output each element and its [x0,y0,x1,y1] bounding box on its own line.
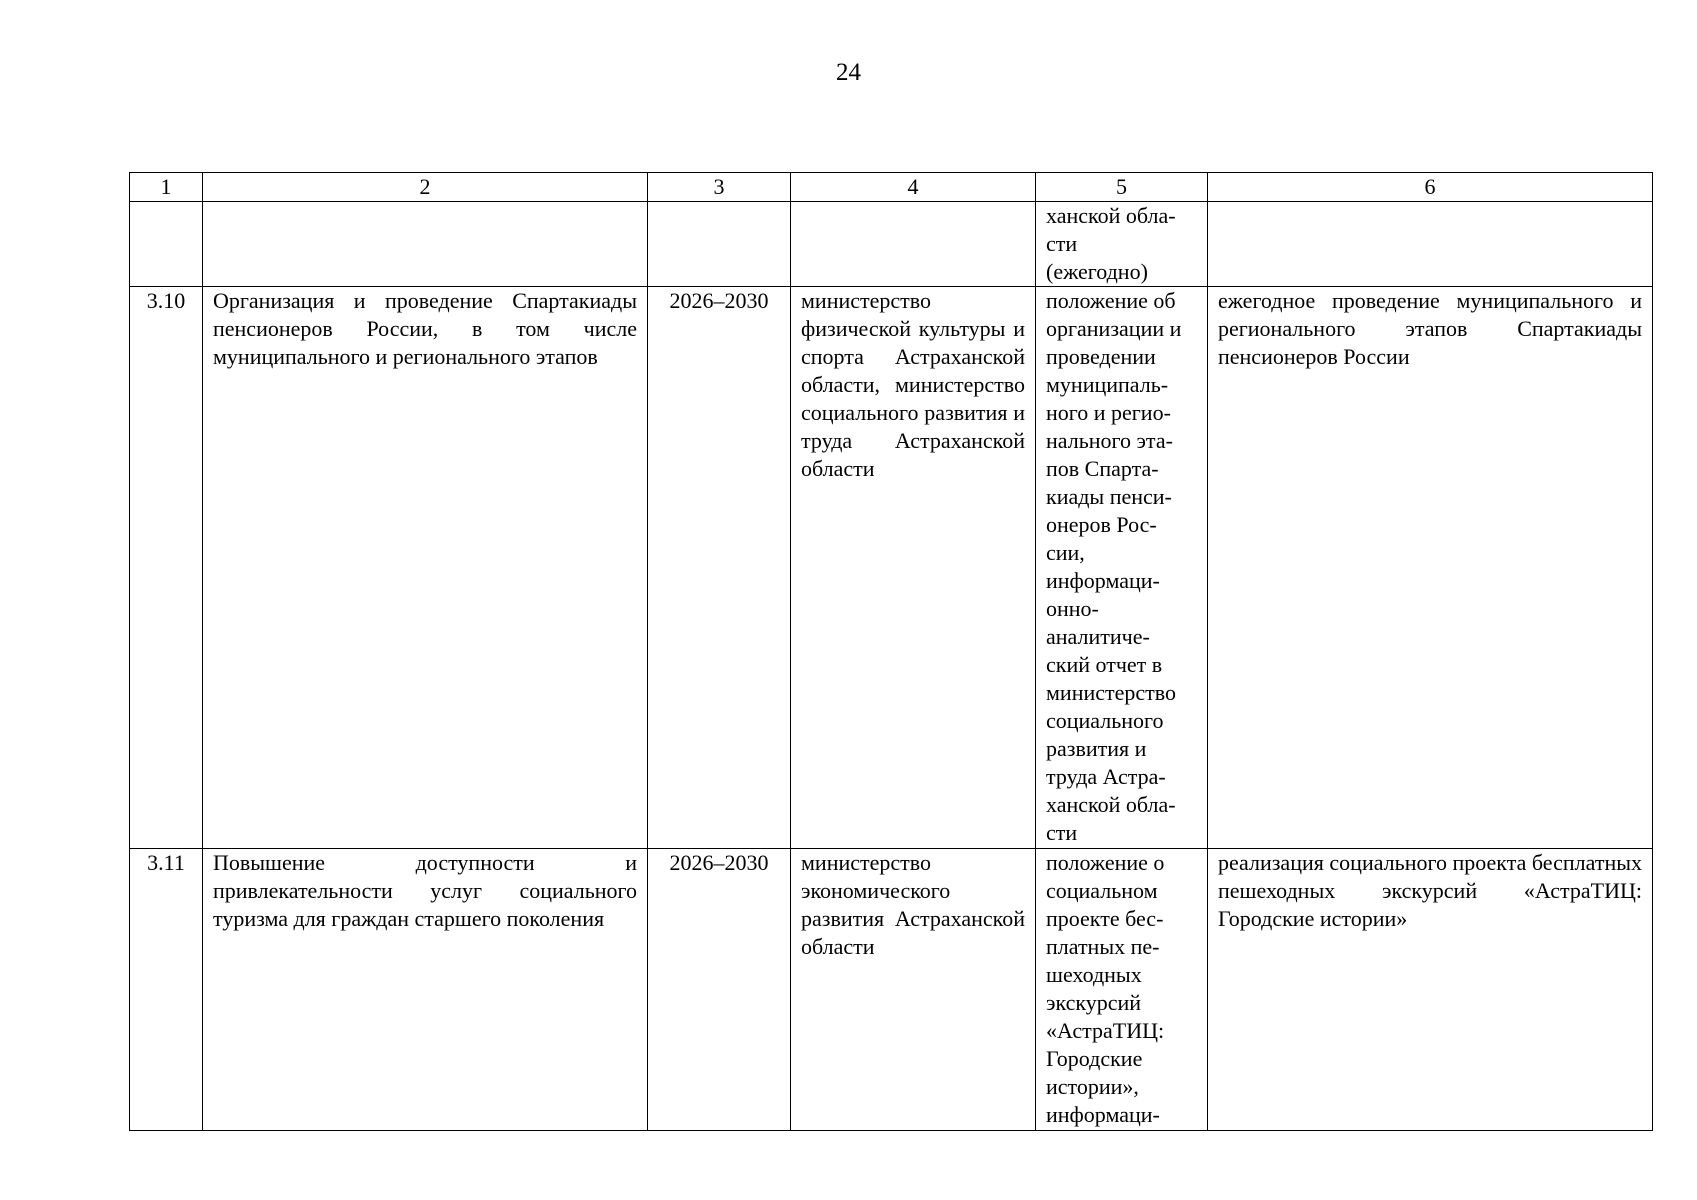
measures-table [129,172,1653,1131]
page-number: 24 [836,59,861,86]
header-row [130,173,1653,202]
cell-period: 2026–2030 [648,849,791,1131]
cell-result: положение о социальном проекте бес- платных пе- шеходных экскурсий «АстраТИЦ: Городские истории», информаци- [1036,849,1208,1131]
cell-action: Организация и проведение Спартакиады пенсионеров России, в том числе муниципального и регионального этапов [203,287,648,849]
table-row [130,287,1653,849]
cell-outcome: ежегодное проведение муниципального и регионального этапов Спартакиады пенсионеров России [1208,287,1653,849]
cell-outcome: реализация социального проекта бесплатных пешеходных экскурсий «АстраТИЦ: Городские истории» [1208,849,1653,1131]
cell-executor [791,202,1036,287]
cell-period: 2026–2030 [648,287,791,849]
cell-result: ханской обла- сти (ежегодно) [1036,202,1208,287]
cell-num [130,202,203,287]
table-row [130,849,1653,1131]
column-header-6: 6 [1208,173,1653,202]
column-header-2: 2 [203,173,648,202]
cell-executor: министерство физической культуры и спорта Астраханской области, министерство социального развития и труда Астраханской области [791,287,1036,849]
cell-outcome [1208,202,1653,287]
cell-action: Повышение доступности и привлекательности услуг социального туризма для граждан старшего поколения [203,849,648,1131]
cell-num: 3.10 [130,287,203,849]
column-header-3: 3 [648,173,791,202]
column-header-1: 1 [130,173,203,202]
cell-result: положение об организации и проведении муниципаль- ного и регио- нального эта- пов Спарта- киады пенси- онеров Рос- сии, информаци- онно- аналитиче- ский отчет в министерство социального развития и труда Астра- ханской обла- сти [1036,287,1208,849]
cell-num: 3.11 [130,849,203,1131]
column-header-4: 4 [791,173,1036,202]
cell-period [648,202,791,287]
table-row [130,202,1653,287]
column-header-5: 5 [1036,173,1208,202]
cell-executor: министерство экономического развития Астраханской области [791,849,1036,1131]
cell-action [203,202,648,287]
